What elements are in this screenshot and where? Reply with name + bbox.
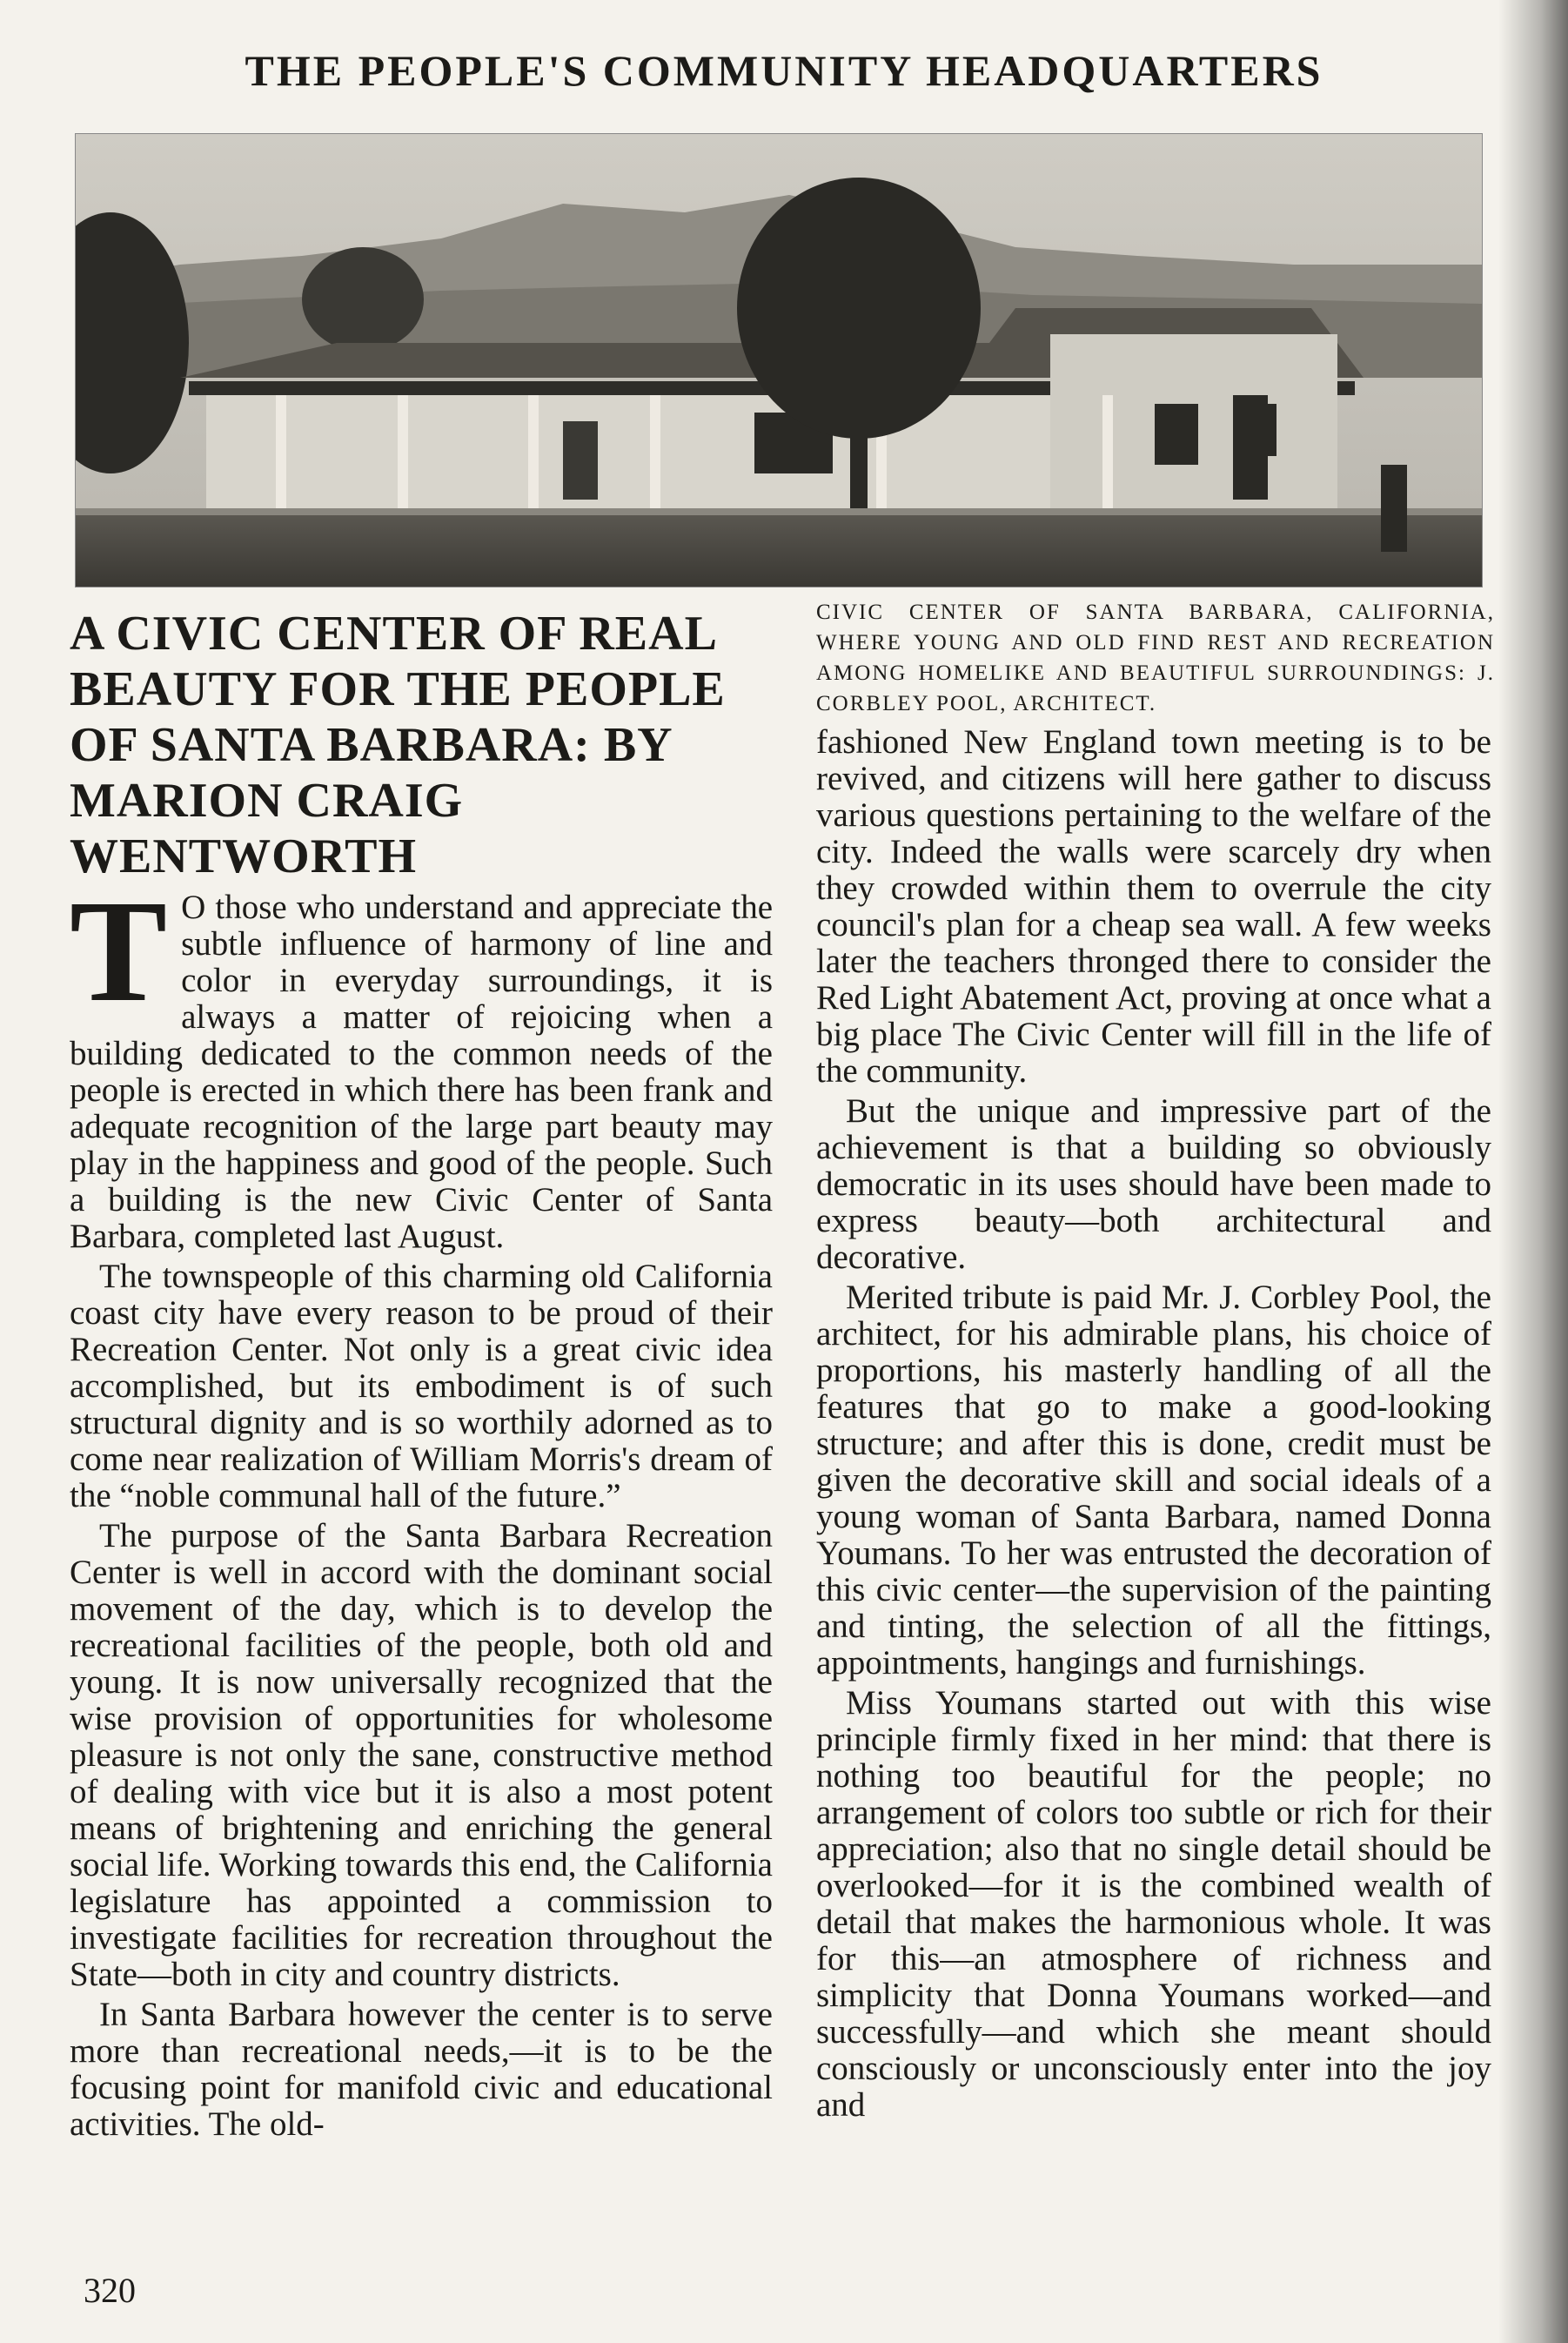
article-title: A CIVIC CENTER OF REAL BEAUTY FOR THE PEOPLE OF SANTA BARBARA: BY MARION CRAIG WENTWORTH [70,607,726,883]
page-number: 320 [84,2271,136,2310]
binding-shadow [1498,0,1568,2343]
article-paragraph: Miss Youmans started out with this wise principle firmly fixed in her mind: that there is nothing too beautiful for the people; no arrangement of colors too subtle or rich for their appreciation; also that no single detail should be overlooked—for it is the combined wealth of detail that makes the harmonious whole. It was for this—an atmosphere of richness and simplicity that Donna Youmans worked—and successfully—and which she meant should consciously or unconsciously enter into the joy and [816,1684,1491,2124]
photo-caption: CIVIC CENTER OF SANTA BARBARA, CALIFORNIA, WHERE YOUNG AND OLD FIND REST AND RECREATION AMONG HOMELIKE AND BEAUTIFUL SURROUNDINGS: J. CORBLEY POOL, ARCHITECT. [816,601,1495,715]
right-column [816,724,1491,2127]
article-paragraph: The townspeople of this charming old California coast city have every reason to be proud of their Recreation Center. Not only is a great civic idea accomplished, but its embodiment is of such structural dignity and is so worthily adorned as to come near realization of William Morris's dream of the “noble communal hall of the future.” [70,1258,773,1514]
article-paragraph: fashioned New England town meeting is to be revived, and citizens will here gather to discuss various questions pertaining to the welfare of the city. Indeed the walls were scarcely dry when they crowded within them to overrule the city council's plan for a cheap sea wall. A few weeks later the teachers thronged there to consider the Red Light Abatement Act, proving at once what a big place The Civic Center will fill in the life of the community. [816,723,1491,1090]
paragraph-text: O those who understand and appreciate the subtle influence of harmony of line and color in everyday surroundings, it is always a matter of rejoicing when a building dedicated to the common needs of the people is erected in which there has been frank and adequate recognition of the large part beauty may play in the happiness and good of the people. Such a building is the new Civic Center of Santa Barbara, completed last August. [70,889,773,1255]
article-paragraph: Merited tribute is paid Mr. J. Corbley Pool, the architect, for his admirable plans, his choice of proportions, his masterly handling of all the features that go to make a good-looking structure; and after this is done, credit must be given the decorative skill and social ideals of a young woman of Santa Barbara, named Donna Youmans. To her was entrusted the decoration of this civic center—the supervision of the painting and tinting, the selection of all the fittings, appointments, hangings and furnishings. [816,1279,1491,1682]
left-column [70,592,773,2146]
civic-center-photo [75,133,1483,587]
article-paragraph: In Santa Barbara however the center is to serve more than recreational needs,—it is to be the focusing point for manifold civic and educational activities. The old- [70,1996,773,2143]
drop-cap: T [70,870,168,1032]
building-photo-illustration [76,134,1482,587]
article-paragraph: But the unique and impressive part of the achievement is that a building so obviously democratic in its uses should have been made to express beauty—both architectural and decorative. [816,1092,1491,1276]
article-paragraph [70,870,773,1255]
article-paragraph: The purpose of the Santa Barbara Recreation Center is well in accord with the dominant social movement of the day, which is to develop the recreational facilities of the people, both old and young. It is now universally recognized that the wise provision of opportunities for wholesome pleasure is not only the sane, constructive method of dealing with vice but it is also a most potent means of brightening and enriching the general social life. Working towards this end, the California legislature has appointed a commission to investigate facilities for recreation throughout the State—both in city and country districts. [70,1517,773,1993]
running-title: THE PEOPLE'S COMMUNITY HEADQUARTERS [245,46,1323,95]
